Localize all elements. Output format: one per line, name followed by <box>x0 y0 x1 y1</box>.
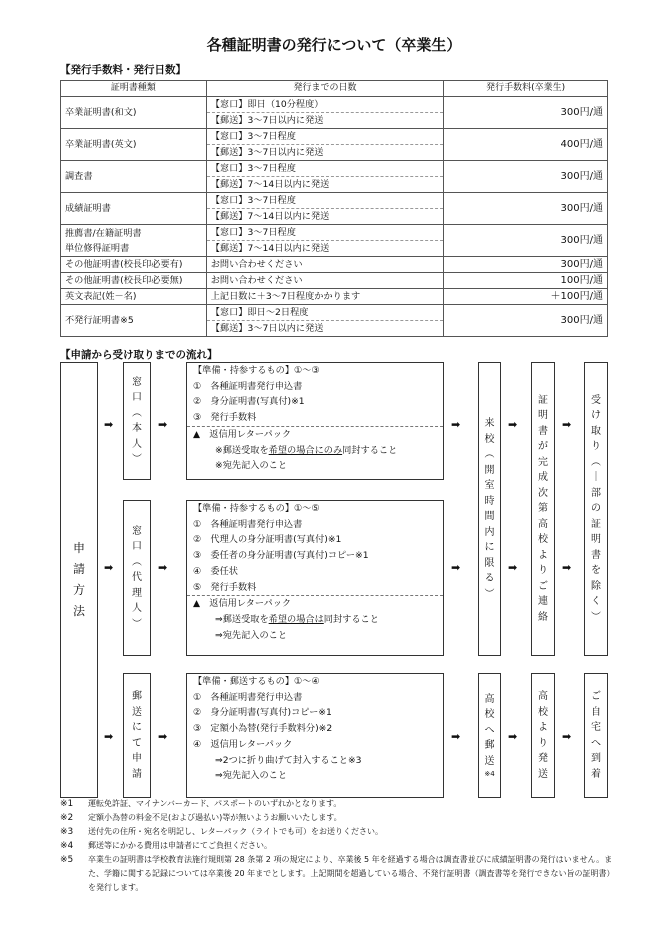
route-mail-label: 郵 送 に て 申 請 <box>132 691 142 780</box>
certificate-type-cell: 卒業証明書(和文) <box>61 97 207 129</box>
arrow-right-icon: ➡ <box>451 730 461 743</box>
home-arrival-box <box>584 673 608 798</box>
table-row <box>61 129 608 145</box>
route-mail-items <box>186 673 444 798</box>
footnote <box>60 797 620 811</box>
arrow-right-icon: ➡ <box>158 418 168 431</box>
route-in-person-box <box>123 362 151 480</box>
list-item: ③ 発行手数料 <box>187 410 443 427</box>
contact-label: 証 明 書 が 完 成 次 第 高 校 よ り ご 連 絡 <box>538 394 548 623</box>
footnote <box>60 839 620 853</box>
visit-school-label: 来 校 ︵ 開 室 時 間 内 に 限 る ︶ <box>484 418 495 600</box>
days-cell: 【郵送】7～14日以内に発送 <box>206 241 444 257</box>
list-item: ② 代理人の身分証明書(写真付)※1 <box>193 534 342 546</box>
route-proxy-label: 窓 口 ︵ 代 理 人 ︶ <box>132 525 142 630</box>
certificate-type-cell: 推薦書/在籍証明書 単位修得証明書 <box>61 225 207 257</box>
table-row <box>61 273 608 289</box>
days-cell: 【窓口】3～7日程度 <box>206 161 444 177</box>
receive-box <box>584 362 608 656</box>
list-item: ② 身分証明書(写真付)コピー※1 <box>193 707 332 719</box>
table-row <box>61 97 608 113</box>
arrow-right-icon: ➡ <box>451 561 461 574</box>
receive-label: 受 け 取 り ︵ ｜ 部 の 証 明 書 を 除 く ︶ <box>591 394 601 623</box>
school-send-box <box>531 673 555 798</box>
footnote <box>60 825 620 839</box>
arrow-right-icon: ➡ <box>508 561 518 574</box>
days-cell: 【窓口】即日（10分程度） <box>206 97 444 113</box>
fee-cell: 100円/通 <box>444 273 608 289</box>
arrow-right-icon: ➡ <box>451 418 461 431</box>
list-item: ⇒宛先記入のこと <box>215 770 288 782</box>
mail-to-school-label: 高 校 へ 郵 送 <box>484 693 495 767</box>
list-item: ④ 返信用レターパック <box>193 738 293 750</box>
letter-pack-item: ▲ 返信用レターパック <box>193 598 292 610</box>
days-cell: お問い合わせください <box>206 273 444 289</box>
certificate-type-cell: その他証明書(校長印必要無) <box>61 273 207 289</box>
flow-section-label: 【申請から受け取りまでの流れ】 <box>60 349 218 361</box>
list-item: ① 各種証明書発行申込書 <box>193 380 303 392</box>
days-cell: 【郵送】3～7日以内に発送 <box>206 321 444 337</box>
letter-pack-item: ▲ 返信用レターパック <box>193 428 292 440</box>
letter-pack-note: ⇒郵送受取を希望の場合は同封すること <box>215 613 379 625</box>
list-item: ① 各種証明書発行申込書 <box>193 518 303 530</box>
fee-cell: 300円/通 <box>444 305 608 337</box>
arrow-right-icon: ➡ <box>562 561 572 574</box>
arrow-right-icon: ➡ <box>508 418 518 431</box>
fee-cell: ＋100円/通 <box>444 289 608 305</box>
table-row <box>61 289 608 305</box>
days-cell: 【窓口】3～7日程度 <box>206 193 444 209</box>
list-item: ⇒2つに折り曲げて封入すること※3 <box>215 754 362 766</box>
fee-cell: 300円/通 <box>444 193 608 225</box>
footnote-key: ※5 <box>60 855 74 865</box>
footnote-key: ※4 <box>60 841 74 851</box>
list-item: ① 各種証明書発行申込書 <box>193 691 303 703</box>
fee-cell: 300円/通 <box>444 225 608 257</box>
days-cell: お問い合わせください <box>206 257 444 273</box>
application-method-label: 申 請 方 法 <box>72 541 85 618</box>
table-row <box>61 305 608 321</box>
route-proxy-items <box>186 500 444 656</box>
application-method-box <box>60 362 98 798</box>
list-item: ③ 委任者の身分証明書(写真付)コピー※1 <box>193 550 369 562</box>
fee-cell: 300円/通 <box>444 257 608 273</box>
table-row <box>61 161 608 177</box>
fee-cell: 300円/通 <box>444 97 608 129</box>
footnote <box>60 853 620 895</box>
visit-school-box <box>478 362 501 656</box>
footnote-key: ※1 <box>60 799 74 809</box>
days-cell: 上記日数に＋3～7日程度かかります <box>206 289 444 305</box>
footnote-key: ※3 <box>60 827 74 837</box>
table-header-row <box>61 81 608 97</box>
arrow-right-icon: ➡ <box>158 730 168 743</box>
route-in-person-items <box>186 362 444 480</box>
contact-box <box>531 362 555 656</box>
items-header: 【準備・郵送するもの】①～④ <box>193 676 320 687</box>
footnote-text: 卒業生の証明書は学校教育法施行規則第 28 条第 2 項の規定により、卒業後 5 年を経過する場合は調査書並びに成績証明書の発行はいません。また、学籍に関する記録については卒業後 20 年までとします。上記期間を超過している場合、不発行証明書（調査書等を発行できない旨の証明書）を発行します。 <box>88 855 615 892</box>
footnote-text: 送付先の住所・宛名を明記し、レターパック（ライトでも可）をお送りください。 <box>88 827 384 836</box>
days-cell: 【郵送】3～7日以内に発送 <box>206 145 444 161</box>
footnote <box>60 811 620 825</box>
certificate-type-cell: その他証明書(校長印必要有) <box>61 257 207 273</box>
footnote-text: 運転免許証、マイナンバーカード、パスポートのいずれかとなります。 <box>88 799 342 808</box>
arrow-right-icon: ➡ <box>104 730 114 743</box>
certificate-type-cell: 調査書 <box>61 161 207 193</box>
days-cell: 【窓口】3～7日程度 <box>206 225 444 241</box>
arrow-right-icon: ➡ <box>562 730 572 743</box>
footnote-text: 郵送等にかかる費用は申請者にてご負担ください。 <box>88 841 272 850</box>
arrow-right-icon: ➡ <box>508 730 518 743</box>
fee-cell: 300円/通 <box>444 161 608 193</box>
arrow-right-icon: ➡ <box>104 561 114 574</box>
certificate-type-cell: 英文表記(姓－名) <box>61 289 207 305</box>
column-header: 発行までの日数 <box>206 81 444 97</box>
fee-cell: 400円/通 <box>444 129 608 161</box>
list-item: ⑤ 発行手数料 <box>187 580 443 597</box>
list-item: ④ 委任状 <box>193 565 238 577</box>
mail-to-school-note: ※4 <box>484 770 495 779</box>
days-cell: 【郵送】7～14日以内に発送 <box>206 177 444 193</box>
days-cell: 【郵送】7～14日以内に発送 <box>206 209 444 225</box>
letter-pack-note: ⇒宛先記入のこと <box>215 629 288 641</box>
arrow-right-icon: ➡ <box>104 418 114 431</box>
days-cell: 【郵送】3～7日以内に発送 <box>206 113 444 129</box>
column-header: 証明書種類 <box>61 81 207 97</box>
table-row <box>61 257 608 273</box>
certificate-type-cell: 成績証明書 <box>61 193 207 225</box>
table-row <box>61 225 608 241</box>
route-in-person-label: 窓 口 ︵ 本 人 ︶ <box>132 376 142 465</box>
footnotes <box>60 797 620 895</box>
fees-section-label: 【発行手数料・発行日数】 <box>60 64 186 76</box>
fees-table <box>60 80 608 337</box>
certificate-type-cell: 卒業証明書(英文) <box>61 129 207 161</box>
mail-to-school-box <box>478 673 501 798</box>
route-proxy-box <box>123 500 151 656</box>
column-header: 発行手数料(卒業生) <box>444 81 608 97</box>
letter-pack-note: ※宛先記入のこと <box>215 460 288 472</box>
page-title: 各種証明書の発行について（卒業生） <box>206 36 462 54</box>
school-send-label: 高 校 よ り 発 送 <box>538 691 548 780</box>
table-row <box>61 193 608 209</box>
arrow-right-icon: ➡ <box>158 561 168 574</box>
days-cell: 【窓口】即日～2日程度 <box>206 305 444 321</box>
home-arrival-label: ご 自 宅 へ 到 着 <box>591 691 601 780</box>
letter-pack-note: ※郵送受取を希望の場合にのみ同封すること <box>215 444 398 456</box>
arrow-right-icon: ➡ <box>562 418 572 431</box>
days-cell: 【窓口】3～7日程度 <box>206 129 444 145</box>
footnote-key: ※2 <box>60 813 74 823</box>
items-header: 【準備・持参するもの】①～⑤ <box>193 503 320 514</box>
certificate-type-cell: 不発行証明書※5 <box>61 305 207 337</box>
footnote-text: 定額小為替の料金不足(および過払い)等が無いようお願いいたします。 <box>88 813 342 822</box>
route-mail-box <box>123 673 151 798</box>
list-item: ② 身分証明書(写真付)※1 <box>193 396 305 408</box>
list-item: ③ 定額小為替(発行手数料分)※2 <box>193 723 333 735</box>
items-header: 【準備・持参するもの】①～③ <box>193 365 320 376</box>
